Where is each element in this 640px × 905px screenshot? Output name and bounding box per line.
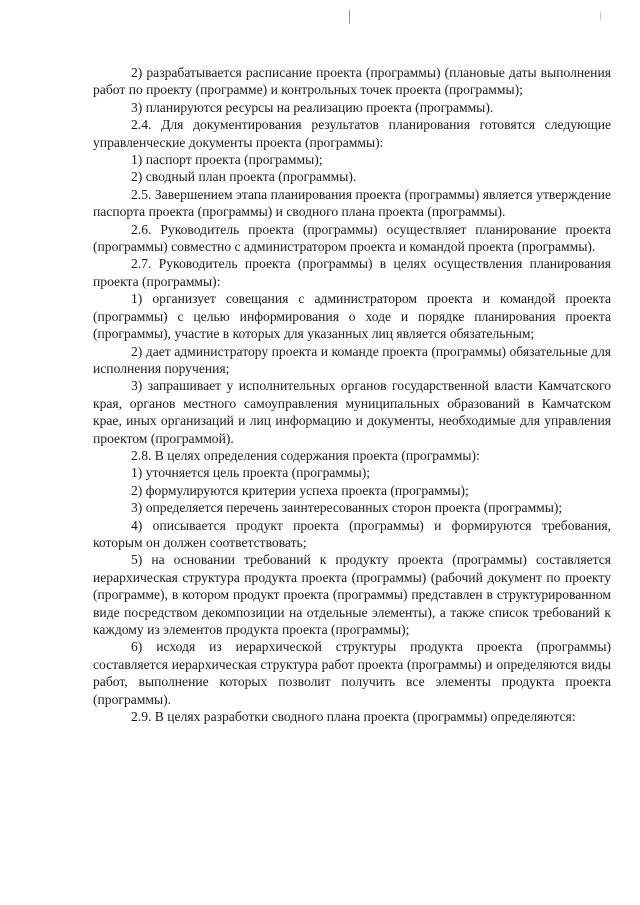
paragraph: 4) описывается продукт проекта (программы) и формируются требования, которым он должен соответствовать; — [93, 517, 611, 550]
paragraph: 3) определяется перечень заинтересованных сторон проекта (программы); — [131, 500, 563, 516]
scan-mark — [600, 12, 601, 20]
paragraph: 2.4. Для документирования результатов планирования готовятся следующие управленческие документы проекта (программы): — [93, 117, 611, 150]
paragraph: 1) паспорт проекта (программы); — [131, 152, 323, 168]
paragraph: 1) организует совещания с администратором проекта и командой проекта (программы) с целью информирования о ходе и порядке планирования проекта (программы), участие в которых для указанных лиц является обязательным; — [93, 291, 611, 342]
paragraph: 2.9. В целях разработки сводного плана проекта (программы) определяются: — [131, 709, 576, 725]
paragraph: 2) дает администратору проекта и команде проекта (программы) обязательные для исполнения поручения; — [93, 343, 611, 376]
paragraph: 5) на основании требований к продукту проекта (программы) составляется иерархическая структура продукта проекта (программы) (рабочий документ по проекту (программе), в котором продукт проекта (программы) представлен в структурированном виде посредством декомпозиции на отдельные элементы), а также список требований к каждому из элементов продукта проекта (программы); — [93, 552, 611, 637]
paragraph: 2) разрабатывается расписание проекта (программы) (плановые даты выполнения работ по проекту (программе) и контрольных точек проекта (программы); — [93, 65, 611, 98]
paragraph: 2.5. Завершением этапа планирования проекта (программы) является утверждение паспорта проекта (программы) и сводного плана проекта (программы). — [93, 186, 611, 220]
paragraph: 3) запрашивает у исполнительных органов государственной власти Камчатского края, органов местного самоуправления муниципальных образований в Камчатском крае, иных организаций и лиц информацию и документы, необходимые для управления проектом (программой). — [93, 378, 611, 446]
paragraph: 2) сводный план проекта (программы). — [131, 169, 357, 185]
paragraph: 1) уточняется цель проекта (программы); — [131, 465, 371, 481]
paragraph: 2.6. Руководитель проекта (программы) осуществляет планирование проекта (программы) совместно с администратором проекта и командой проекта (программы). — [93, 221, 611, 255]
paragraph: 2.7. Руководитель проекта (программы) в целях осуществления планирования проекта (программы): — [93, 256, 611, 289]
paragraph: 6) исходя из иерархической структуры продукта проекта (программы) составляется иерархическая структура работ проекта (программы) и определяются виды работ, выполнение которых позволит получить все элементы продукта проекта (программы). — [93, 639, 611, 707]
paragraph: 2) формулируются критерии успеха проекта (программы); — [131, 482, 469, 498]
document-page — [93, 64, 611, 725]
paragraph: 2.8. В целях определения содержания проекта (программы): — [131, 447, 480, 463]
paragraph: 3) планируются ресурсы на реализацию проекта (программы). — [131, 99, 494, 115]
scan-mark — [349, 10, 350, 24]
